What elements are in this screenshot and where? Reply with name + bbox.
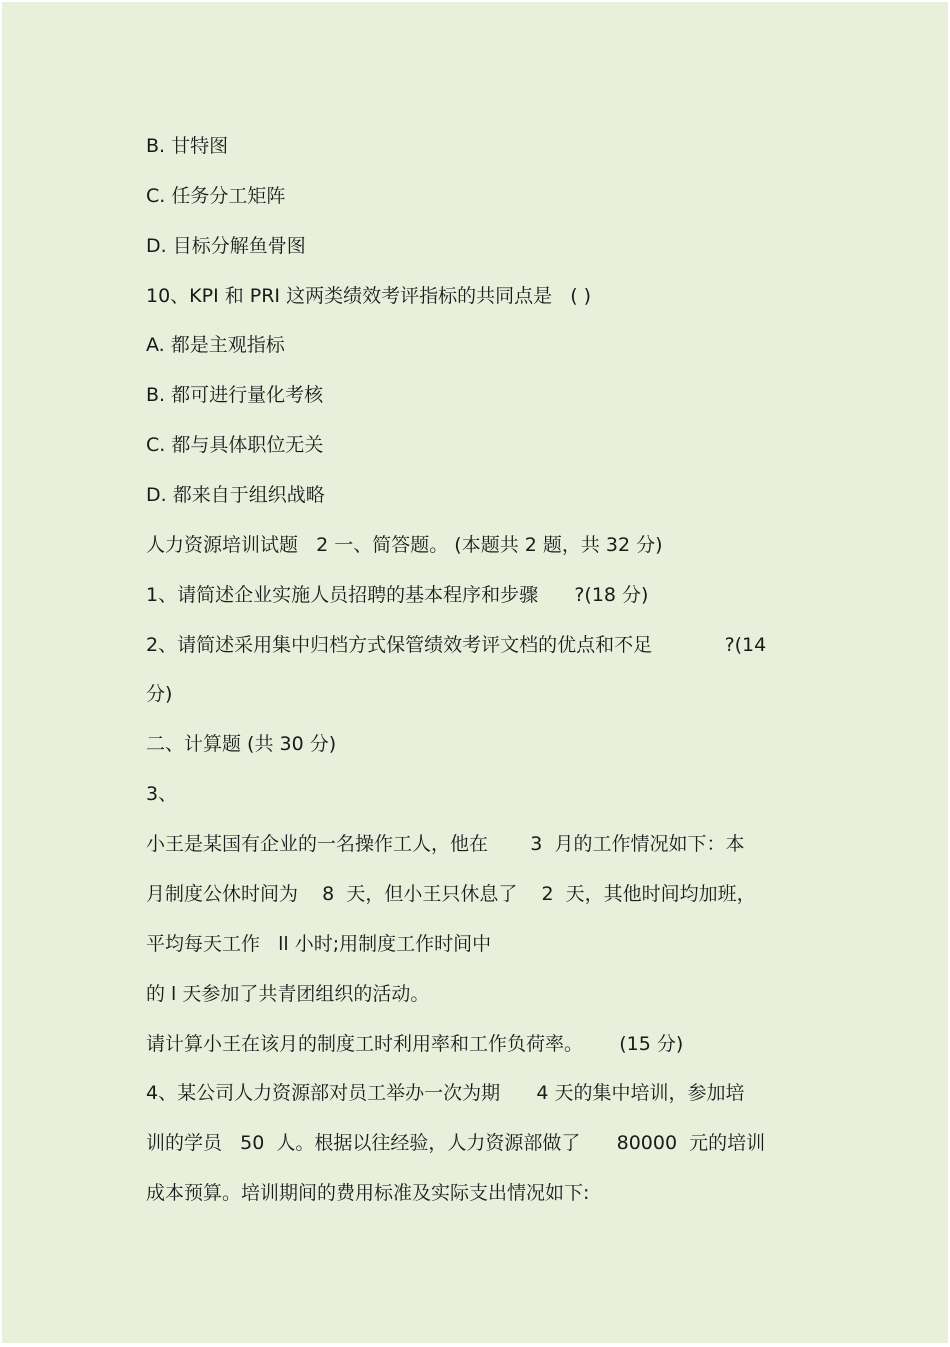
question-3-text-line-1: 小王是某国有企业的一名操作工人，他在 3 月的工作情况如下：本 <box>146 833 745 855</box>
question-2-continued: 分) <box>146 683 173 705</box>
question-2: 2、请简述采用集中归档方式保管绩效考评文档的优点和不足 ?(14 <box>146 634 767 656</box>
option-a-subjective: A. 都是主观指标 <box>146 334 285 356</box>
question-4-text-line-3: 成本预算。培训期间的费用标准及实际支出情况如下: <box>146 1182 590 1204</box>
option-b-quantified: B. 都可进行量化考核 <box>146 384 324 406</box>
option-d-fishbone: D. 目标分解鱼骨图 <box>146 235 306 257</box>
section-heading-short-answer: 人力资源培训试题 2 一、简答题。 (本题共 2 题，共 32 分) <box>146 534 663 556</box>
question-3-prompt: 请计算小王在该月的制度工时利用率和工作负荷率。 (15 分) <box>146 1033 684 1055</box>
question-3-number: 3、 <box>146 783 178 805</box>
option-c-position-independent: C. 都与具体职位无关 <box>146 434 324 456</box>
section-heading-calculation: 二、计算题 (共 30 分) <box>146 733 337 755</box>
option-d-strategy: D. 都来自于组织战略 <box>146 484 325 506</box>
question-1: 1、请简述企业实施人员招聘的基本程序和步骤 ?(18 分) <box>146 584 649 606</box>
question-3-text-line-4: 的 l 天参加了共青团组织的活动。 <box>146 983 430 1005</box>
option-c-task-matrix: C. 任务分工矩阵 <box>146 185 286 207</box>
question-3-text-line-2: 月制度公休时间为 8 天，但小王只休息了 2 天，其他时间均加班， <box>146 883 756 905</box>
question-3-text-line-3: 平均每天工作 ll 小时;用制度工作时间中 <box>146 933 492 955</box>
question-4-text-line-1: 4、某公司人力资源部对员工举办一次为期 4 天的集中培训，参加培 <box>146 1082 745 1104</box>
option-b-gantt-chart: B. 甘特图 <box>146 135 229 157</box>
question-4-text-line-2: 训的学员 50 人。根据以往经验，人力资源部做了 80000 元的培训 <box>146 1132 766 1154</box>
document-page <box>2 2 948 1343</box>
question-10: 10、KPI 和 PRI 这两类绩效考评指标的共同点是 ( ) <box>146 285 592 307</box>
